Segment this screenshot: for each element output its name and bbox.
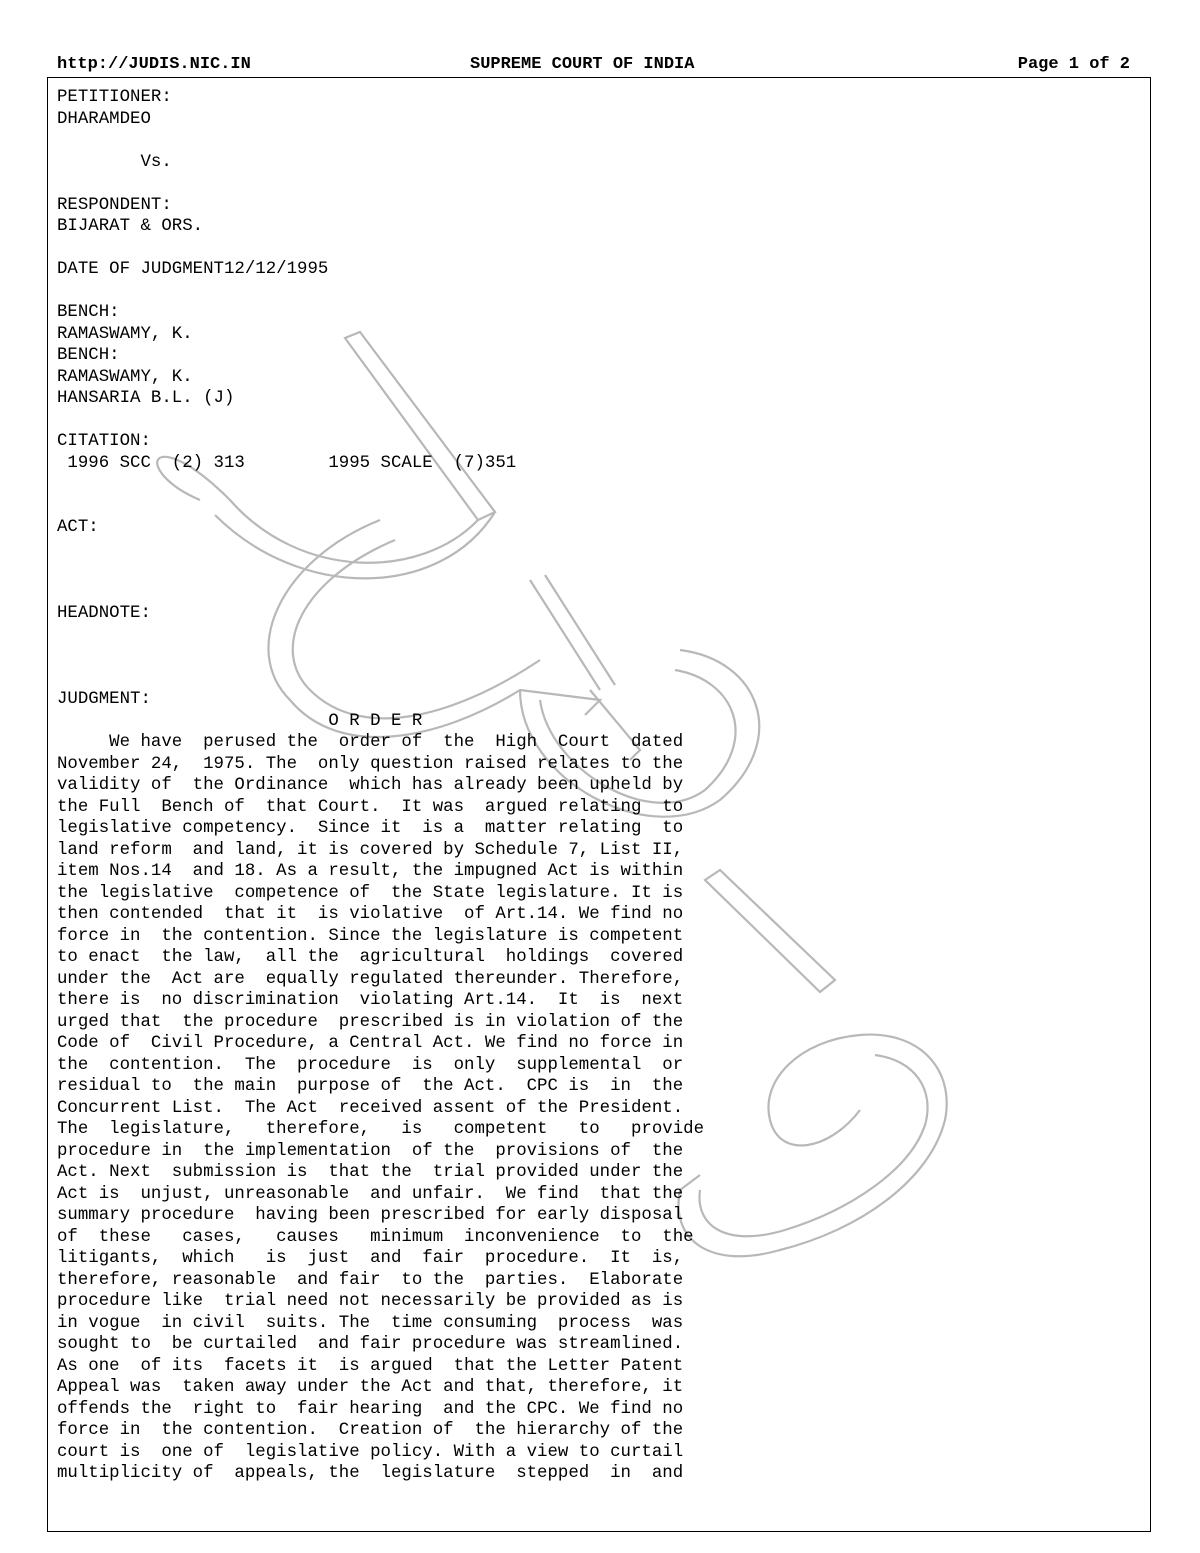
text-line: The legislature, therefore, is competent to provide <box>57 1120 705 1139</box>
page-indicator: Page 1 of 2 <box>1017 55 1130 74</box>
text-line: RAMASWAMY, K. <box>57 367 193 387</box>
text-line: O R D E R <box>57 711 423 731</box>
text-line: Concurrent List. The Act received assent of the President. <box>57 1098 684 1118</box>
text-line: Act is unjust, unreasonable and unfair. We find that the <box>57 1184 684 1204</box>
text-line: BENCH: <box>57 303 120 322</box>
text-line: CITATION: <box>57 432 151 451</box>
text-line: summary procedure having been prescribed for early disposal <box>57 1206 684 1225</box>
text-line: As one of its facets it is argued that the Letter Patent <box>57 1356 684 1376</box>
text-line: therefore, reasonable and fair to the parties. Elaborate <box>57 1270 684 1290</box>
text-line: force in the contention. Since the legislature is competent <box>57 926 684 946</box>
text-line: the contention. The procedure is only supplemental or <box>57 1055 684 1075</box>
text-line: We have perused the order of the High Court dated <box>57 733 684 752</box>
text-line: under the Act are equally regulated thereunder. Therefore, <box>57 969 684 989</box>
text-line: to enact the law, all the agricultural holdings covered <box>57 948 684 967</box>
text-line: DHARAMDEO <box>57 109 151 129</box>
text-line: procedure like trial need not necessarily be provided as is <box>57 1292 684 1311</box>
text-line: Appeal was taken away under the Act and that, therefore, it <box>57 1378 684 1397</box>
judgment-text <box>57 87 704 1485</box>
text-line: Vs. <box>57 152 172 172</box>
text-line: ACT: <box>57 518 99 537</box>
text-line: court is one of legislative policy. With a view to curtail <box>57 1442 684 1462</box>
text-line: legislative competency. Since it is a matter relating to <box>57 819 684 838</box>
text-line: validity of the Ordinance which has already been upheld by <box>57 776 684 795</box>
text-line: procedure in the implementation of the provisions of the <box>57 1141 684 1161</box>
text-line: the legislative competence of the State legislature. It is <box>57 883 684 903</box>
text-line: DATE OF JUDGMENT12/12/1995 <box>57 260 329 279</box>
text-line: land reform and land, it is covered by Schedule 7, List II, <box>57 840 684 860</box>
text-line: in vogue in civil suits. The time consuming process was <box>57 1313 684 1333</box>
text-line: residual to the main purpose of the Act. CPC is in the <box>57 1077 684 1096</box>
text-line: urged that the procedure prescribed is in violation of the <box>57 1012 684 1032</box>
text-line: the Full Bench of that Court. It was argued relating to <box>57 797 684 817</box>
court-name: SUPREME COURT OF INDIA <box>470 55 695 74</box>
text-line: litigants, which is just and fair procedure. It is, <box>57 1249 684 1268</box>
text-line: HEADNOTE: <box>57 604 151 623</box>
text-line: BIJARAT & ORS. <box>57 217 204 236</box>
text-line: there is no discrimination violating Art.14. It is next <box>57 991 684 1010</box>
text-line: PETITIONER: <box>57 88 172 107</box>
text-line: RAMASWAMY, K. <box>57 324 193 344</box>
text-line: multiplicity of appeals, the legislature stepped in and <box>57 1464 684 1483</box>
text-line: JUDGMENT: <box>57 690 151 709</box>
text-line: offends the right to fair hearing and the CPC. We find no <box>57 1399 684 1419</box>
text-line: Act. Next submission is that the trial provided under the <box>57 1163 684 1182</box>
text-line: Code of Civil Procedure, a Central Act. We find no force in <box>57 1034 684 1053</box>
text-line: November 24, 1975. The only question raised relates to the <box>57 754 684 774</box>
text-line: force in the contention. Creation of the hierarchy of the <box>57 1421 684 1440</box>
text-line: 1996 SCC (2) 313 1995 SCALE (7)351 <box>57 453 517 473</box>
text-line: HANSARIA B.L. (J) <box>57 389 235 408</box>
text-line: then contended that it is violative of Art.14. We find no <box>57 905 684 924</box>
text-line: RESPONDENT: <box>57 195 172 215</box>
text-line: item Nos.14 and 18. As a result, the impugned Act is within <box>57 862 684 881</box>
text-line: BENCH: <box>57 346 120 365</box>
source-url: http://JUDIS.NIC.IN <box>57 55 251 74</box>
text-line: sought to be curtailed and fair procedure was streamlined. <box>57 1335 684 1354</box>
text-line: of these cases, causes minimum inconvenience to the <box>57 1227 694 1247</box>
